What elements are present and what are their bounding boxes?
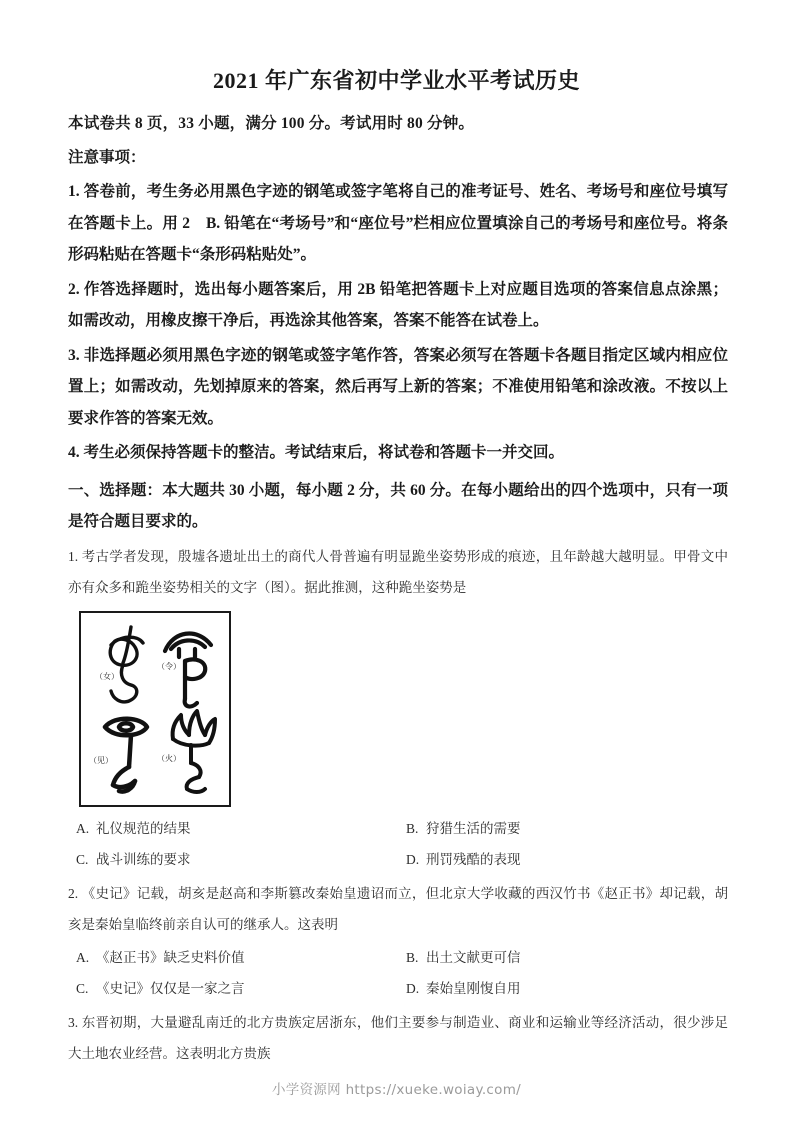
question-2-option-a[interactable] [68,942,398,973]
question-3 [68,1007,728,1069]
question-2-options [68,942,728,1004]
question-3-number: 3. [68,1014,79,1030]
question-2 [68,878,728,1004]
question-1-option-c[interactable] [68,844,398,875]
option-text: 《赵正书》缺乏史料价值 [96,949,245,965]
page-title: 2021 年广东省初中学业水平考试历史 [212,68,580,93]
option-row [68,942,728,973]
notice-item-4: 4. 考生必须保持答题卡的整洁。考试结束后，将试卷和答题卡一并交回。 [68,444,565,461]
oracle-glyph-nu-drawing [89,619,163,715]
question-1-text: 考古学者发现，殷墟各遗址出土的商代人骨普遍有明显跪坐姿势形成的痕迹，且年龄越大越明显。甲骨文中亦有众多和跪坐姿势相关的文字（图）。据此推测，这种跪坐姿势是 [68,548,729,595]
question-1-option-b[interactable] [398,813,728,844]
option-letter: D. [406,980,420,996]
oracle-glyph-ling-label: （令） [157,661,181,671]
option-letter: C. [76,851,89,867]
option-letter: D. [406,851,420,867]
document-content [68,108,728,1069]
question-1 [68,541,728,875]
option-letter: A. [76,949,90,965]
notice-heading: 注意事项： [68,149,146,166]
question-2-option-c[interactable] [68,973,398,1004]
question-2-number: 2. [68,885,79,901]
option-letter: B. [406,820,419,836]
oracle-glyph-nu-label: （女） [95,671,119,681]
option-letter: C. [76,980,89,996]
option-letter: A. [76,820,90,836]
oracle-glyph-jian-label: （见） [89,755,113,765]
notice-item-3: 3. 非选择题必须用黑色字迹的钢笔或签字笔作答，答案必须写在答题卡各题目指定区域内相应位置上；如需改动，先划掉原来的答案，然后再写上新的答案；不准使用铅笔和涂改液。不按以上要求作答的答案无效。 [68,346,728,427]
option-text: 刑罚残酷的表现 [426,851,521,867]
option-text: 礼仪规范的结果 [96,820,191,836]
question-1-option-a[interactable] [68,813,398,844]
oracle-glyph-nu [89,619,163,715]
oracle-glyph-huo-label: （火） [157,753,181,763]
option-text: 出土文献更可信 [426,949,521,965]
question-2-stem [68,878,728,940]
option-text: 《史记》仅仅是一家之言 [96,980,245,996]
option-text: 秦始皇刚愎自用 [426,980,521,996]
oracle-glyph-ling [155,619,229,715]
section-one-heading: 一、选择题：本大题共 30 小题，每小题 2 分，共 60 分。在每小题给出的四个选项中，只有一项是符合题目要求的。 [68,481,728,530]
option-row [68,973,728,1004]
question-1-stem [68,541,728,603]
question-3-stem [68,1007,728,1069]
exam-info-line: 本试卷共 8 页，33 小题，满分 100 分。考试用时 80 分钟。 [68,115,475,132]
question-1-number: 1. [68,548,79,564]
option-row [68,813,728,844]
option-text: 狩猎生活的需要 [426,820,521,836]
question-2-option-d[interactable] [398,973,728,1004]
option-row [68,844,728,875]
question-1-figure [79,611,728,807]
question-2-text: 《史记》记载，胡亥是赵高和李斯篡改秦始皇遗诏而立，但北京大学收藏的西汉竹书《赵正书》却记载，胡亥是秦始皇临终前亲自认可的继承人。这表明 [68,885,729,932]
option-letter: B. [406,949,419,965]
oracle-bone-script-box [79,611,231,807]
question-2-option-b[interactable] [398,942,728,973]
watermark: 小学资源网 https://xueke.woiay.com/ [271,1082,522,1098]
notice-item-1: 1. 答卷前，考生务必用黑色字迹的钢笔或签字笔将自己的准考证号、姓名、考场号和座位号填写在答题卡上。用 2 B. 铅笔在“考场号”和“座位号”栏相应位置填涂自己的考场号和座位号。将条形码粘贴在答题卡“条形码粘贴处”。 [68,183,728,263]
oracle-glyph-huo [155,709,229,805]
question-1-options [68,813,728,875]
question-3-text: 东晋初期，大量避乱南迁的北方贵族定居浙东，他们主要参与制造业、商业和运输业等经济活动，很少涉足大土地农业经营。这表明北方贵族 [68,1014,729,1061]
notice-item-2: 2. 作答选择题时，选出每小题答案后，用 2B 铅笔把答题卡上对应题目选项的答案信息点涂黑；如需改动，用橡皮擦干净后，再选涂其他答案，答案不能答在试卷上。 [68,280,728,329]
option-text: 战斗训练的要求 [96,851,191,867]
question-1-option-d[interactable] [398,844,728,875]
oracle-glyph-jian [89,709,163,805]
